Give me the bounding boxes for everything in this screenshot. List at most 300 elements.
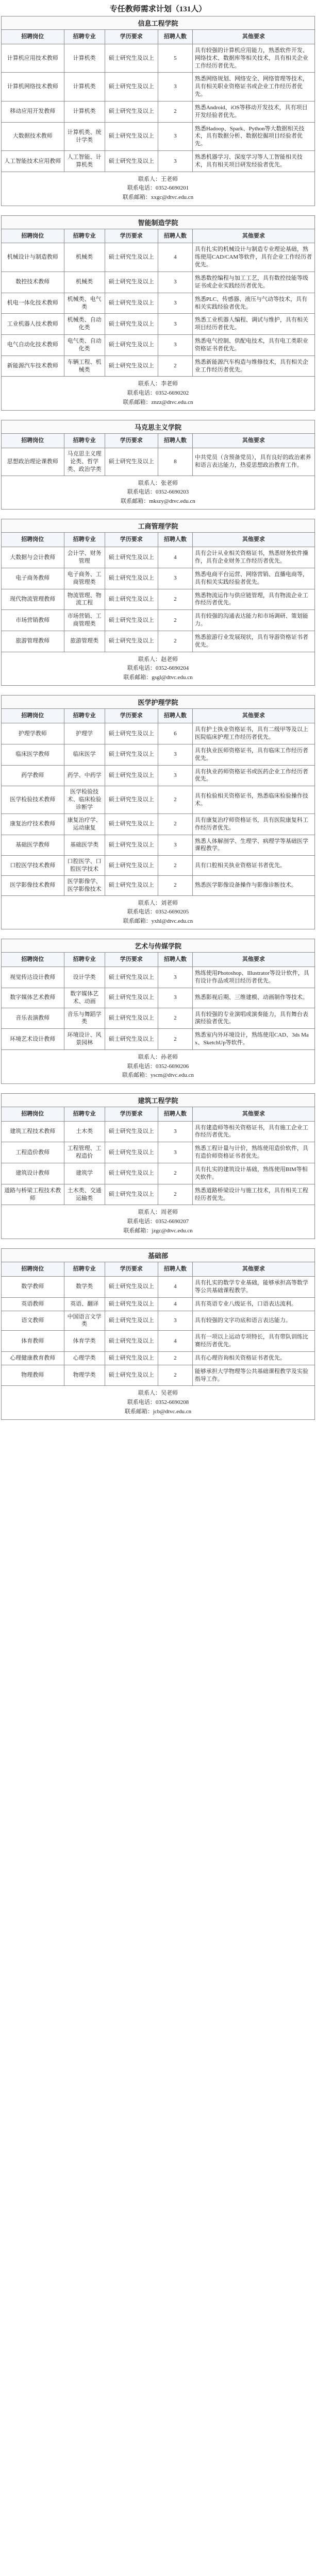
cell-requirements: 熟悉医学影像设备操作与影像诊断技术。 [192, 875, 314, 895]
cell-education: 硕士研究生及以上 [105, 835, 158, 856]
contact-info [1, 652, 315, 686]
cell-education: 硕士研究生及以上 [105, 355, 158, 377]
cell-major: 土木类、交通运输类 [64, 1184, 105, 1205]
cell-count: 2 [158, 1029, 192, 1050]
header-requirements: 其他要求 [192, 434, 314, 448]
contact-phone: 联系电话：0352-6690202 [127, 390, 189, 396]
header-education: 学历要求 [105, 709, 158, 723]
table-row [2, 786, 315, 814]
header-requirements: 其他要求 [192, 1262, 314, 1277]
cell-count: 3 [158, 1311, 192, 1331]
cell-count: 3 [158, 314, 192, 335]
department-section [1, 420, 315, 510]
cell-requirements: 具有扎实的机械设计与制造专业理论基础，熟练使用CAD/CAM等软件，具有企业工作经历者优先。 [192, 243, 314, 272]
cell-count: 2 [158, 814, 192, 835]
header-education: 学历要求 [105, 434, 158, 448]
header-education: 学历要求 [105, 533, 158, 547]
cell-post: 计算机网络技术教师 [2, 73, 64, 101]
table-row [2, 448, 315, 476]
cell-education: 硕士研究生及以上 [105, 765, 158, 786]
cell-count: 2 [158, 1365, 192, 1386]
table-row [2, 1331, 315, 1352]
cell-major: 英语、翻译 [64, 1297, 105, 1311]
cell-requirements: 熟悉电商平台运营、网络营销、直播电商等，具有相关实践经验者优先。 [192, 568, 314, 589]
cell-post: 环境艺术设计教师 [2, 1029, 64, 1050]
header-requirements: 其他要求 [192, 1107, 314, 1121]
cell-major: 医学检验技术、临床检验诊断学 [64, 786, 105, 814]
cell-requirements: 具有较强的文字功底和语言表达能力。 [192, 1311, 314, 1331]
cell-education: 硕士研究生及以上 [105, 1184, 158, 1205]
cell-post: 口腔医学技术教师 [2, 856, 64, 876]
cell-post: 临床医学教师 [2, 744, 64, 765]
table-row [2, 765, 315, 786]
cell-requirements: 熟悉人体解剖学、生理学、病理学等基础医学课程教学。 [192, 835, 314, 856]
cell-major: 马克思主义理论类、哲学类、政治学类 [64, 448, 105, 476]
table-header-row [2, 1262, 315, 1277]
contact-info [1, 1386, 315, 1420]
contact-person: 联系人：刘老师 [138, 900, 178, 906]
header-count: 招聘人数 [158, 953, 192, 967]
cell-post: 机电一体化技术教师 [2, 293, 64, 314]
header-post: 招聘岗位 [2, 30, 64, 44]
table-header-row [2, 953, 315, 967]
cell-requirements: 具有执业药师资格证书或医药企业工作经历者优先。 [192, 765, 314, 786]
department-name: 艺术与传媒学院 [1, 939, 315, 952]
table-header-row [2, 229, 315, 243]
cell-major: 建筑学 [64, 1163, 105, 1184]
cell-major: 音乐与舞蹈学类 [64, 1008, 105, 1029]
cell-post: 大数据与会计教师 [2, 547, 64, 568]
contact-email: 联系邮箱：yscm@dtvc.edu.cn [122, 1072, 194, 1079]
department-name: 基础部 [1, 1248, 315, 1262]
contact-person: 联系人：周老师 [138, 1209, 178, 1216]
cell-requirements: 熟悉室内外环境设计，熟练使用CAD、3ds Max、SketchUp等软件。 [192, 1029, 314, 1050]
table-row [2, 1365, 315, 1386]
cell-post: 移动应用开发教师 [2, 101, 64, 122]
department-section [1, 939, 315, 1083]
cell-education: 硕士研究生及以上 [105, 1008, 158, 1029]
cell-post: 现代物流管理教师 [2, 589, 64, 610]
table-row [2, 967, 315, 988]
cell-post: 工业机器人技术教师 [2, 314, 64, 335]
cell-education: 硕士研究生及以上 [105, 243, 158, 272]
cell-education: 硕士研究生及以上 [105, 631, 158, 652]
cell-count: 3 [158, 744, 192, 765]
cell-count: 3 [158, 1121, 192, 1142]
cell-requirements: 具有一项以上运动专项特长，具有带队训练比赛经历者优先。 [192, 1331, 314, 1352]
header-requirements: 其他要求 [192, 229, 314, 243]
cell-requirements: 熟悉物流运作与供应链管理，具有物流企业工作经历者优先。 [192, 589, 314, 610]
cell-post: 药学教师 [2, 765, 64, 786]
table-row [2, 547, 315, 568]
table-row [2, 355, 315, 377]
cell-major: 电气类、自动化类 [64, 335, 105, 356]
cell-post: 思想政治理论课教师 [2, 448, 64, 476]
cell-major: 计算机类 [64, 44, 105, 73]
cell-post: 医学影像技术教师 [2, 875, 64, 895]
cell-education: 硕士研究生及以上 [105, 293, 158, 314]
department-section [1, 215, 315, 411]
header-requirements: 其他要求 [192, 533, 314, 547]
cell-major: 物理学类 [64, 1365, 105, 1386]
cell-education: 硕士研究生及以上 [105, 1351, 158, 1365]
table-header-row [2, 30, 315, 44]
contact-person: 联系人：赵老师 [138, 656, 178, 663]
contact-person: 联系人：李老师 [138, 381, 178, 387]
header-count: 招聘人数 [158, 709, 192, 723]
recruitment-table [1, 1262, 315, 1386]
cell-requirements: 熟悉工业机器人编程、调试与维护，具有相关项目经历者优先。 [192, 314, 314, 335]
contact-person: 联系人：吴老师 [138, 1390, 178, 1397]
cell-major: 计算机类 [64, 101, 105, 122]
cell-count: 2 [158, 856, 192, 876]
cell-post: 道路与桥梁工程技术教师 [2, 1184, 64, 1205]
header-post: 招聘岗位 [2, 434, 64, 448]
table-row [2, 814, 315, 835]
header-major: 招聘专业 [64, 533, 105, 547]
cell-education: 硕士研究生及以上 [105, 1365, 158, 1386]
cell-requirements: 熟悉电气控制、供配电技术，具有电工类职业资格证书者优先。 [192, 335, 314, 356]
cell-education: 硕士研究生及以上 [105, 151, 158, 172]
cell-education: 硕士研究生及以上 [105, 1276, 158, 1297]
cell-count: 3 [158, 73, 192, 101]
cell-major: 市场营销、工商管理类 [64, 610, 105, 631]
cell-education: 硕士研究生及以上 [105, 875, 158, 895]
cell-requirements: 熟悉旅游行业发展现状，具有导游资格证书者优先。 [192, 631, 314, 652]
header-major: 招聘专业 [64, 1107, 105, 1121]
header-post: 招聘岗位 [2, 953, 64, 967]
header-major: 招聘专业 [64, 434, 105, 448]
contact-phone: 联系电话：0352-6690206 [127, 1063, 189, 1070]
header-education: 学历要求 [105, 1107, 158, 1121]
department-name: 建筑工程学院 [1, 1093, 315, 1107]
cell-post: 大数据技术教师 [2, 122, 64, 151]
cell-requirements: 具有建造师等相关资格证书，具有施工企业工作经历者优先。 [192, 1121, 314, 1142]
cell-post: 数控技术教师 [2, 272, 64, 293]
cell-education: 硕士研究生及以上 [105, 1142, 158, 1163]
contact-email: 联系邮箱：znzz@dtvc.edu.cn [123, 399, 193, 405]
cell-post: 心理健康教育教师 [2, 1351, 64, 1365]
contact-phone: 联系电话：0352-6690205 [127, 909, 189, 916]
contact-info [1, 172, 315, 206]
cell-major: 计算机类 [64, 73, 105, 101]
table-row [2, 272, 315, 293]
recruitment-table [1, 952, 315, 1050]
cell-count: 3 [158, 122, 192, 151]
table-row [2, 1351, 315, 1365]
contact-email: 联系邮箱：jzgc@dtvc.edu.cn [123, 1227, 193, 1234]
header-education: 学历要求 [105, 953, 158, 967]
table-row [2, 1276, 315, 1297]
header-post: 招聘岗位 [2, 709, 64, 723]
table-row [2, 744, 315, 765]
cell-post: 人工智能技术应用教师 [2, 151, 64, 172]
cell-post: 建筑设计教师 [2, 1163, 64, 1184]
cell-requirements: 中共党员（含预备党员），具有良好的政治素养和语言表达能力，热爱思想政治教育工作。 [192, 448, 314, 476]
cell-post: 数字媒体艺术教师 [2, 988, 64, 1008]
table-row [2, 723, 315, 744]
cell-education: 硕士研究生及以上 [105, 1331, 158, 1352]
cell-education: 硕士研究生及以上 [105, 988, 158, 1008]
table-row [2, 610, 315, 631]
cell-count: 3 [158, 293, 192, 314]
header-count: 招聘人数 [158, 1262, 192, 1277]
contact-info [1, 377, 315, 411]
cell-education: 硕士研究生及以上 [105, 101, 158, 122]
cell-education: 硕士研究生及以上 [105, 1029, 158, 1050]
cell-major: 会计学、财务管理 [64, 547, 105, 568]
cell-count: 8 [158, 448, 192, 476]
header-major: 招聘专业 [64, 1262, 105, 1277]
cell-requirements: 熟悉影视后期、三维建模、动画制作等技术。 [192, 988, 314, 1008]
contact-info [1, 476, 315, 510]
header-major: 招聘专业 [64, 709, 105, 723]
cell-count: 3 [158, 1142, 192, 1163]
table-header-row [2, 434, 315, 448]
cell-count: 2 [158, 786, 192, 814]
cell-count: 4 [158, 1331, 192, 1352]
header-count: 招聘人数 [158, 229, 192, 243]
cell-post: 数学教师 [2, 1276, 64, 1297]
recruitment-table [1, 29, 315, 172]
cell-post: 建筑工程技术教师 [2, 1121, 64, 1142]
cell-education: 硕士研究生及以上 [105, 448, 158, 476]
cell-count: 3 [158, 835, 192, 856]
cell-count: 4 [158, 243, 192, 272]
cell-major: 中国语言文学类 [64, 1311, 105, 1331]
cell-count: 2 [158, 1008, 192, 1029]
contact-person: 联系人：孙老师 [138, 1054, 178, 1060]
cell-post: 体育教师 [2, 1331, 64, 1352]
cell-education: 硕士研究生及以上 [105, 610, 158, 631]
cell-count: 3 [158, 967, 192, 988]
cell-major: 车辆工程、机械类 [64, 355, 105, 377]
table-header-row [2, 709, 315, 723]
cell-count: 2 [158, 610, 192, 631]
table-row [2, 1311, 315, 1331]
cell-post: 新能源汽车技术教师 [2, 355, 64, 377]
table-row [2, 589, 315, 610]
cell-post: 物理教师 [2, 1365, 64, 1386]
department-name: 信息工程学院 [1, 16, 315, 29]
header-education: 学历要求 [105, 30, 158, 44]
contact-phone: 联系电话：0352-6690203 [127, 489, 189, 496]
recruitment-table [1, 708, 315, 895]
cell-count: 6 [158, 723, 192, 744]
cell-post: 视觉传达设计教师 [2, 967, 64, 988]
cell-requirements: 熟悉工程计量与计价，熟练使用造价软件，具有造价师资格证书者优先。 [192, 1142, 314, 1163]
cell-education: 硕士研究生及以上 [105, 314, 158, 335]
contact-info [1, 1050, 315, 1084]
contact-info [1, 1205, 315, 1239]
cell-education: 硕士研究生及以上 [105, 814, 158, 835]
cell-count: 2 [158, 355, 192, 377]
table-row [2, 988, 315, 1008]
contact-email: 联系邮箱：jcb@dtvc.edu.cn [124, 1408, 192, 1415]
cell-major: 机械类、自动化类 [64, 314, 105, 335]
cell-education: 硕士研究生及以上 [105, 547, 158, 568]
table-row [2, 73, 315, 101]
cell-major: 物流管理、物流工程 [64, 589, 105, 610]
contact-person: 联系人：张老师 [138, 480, 178, 486]
cell-education: 硕士研究生及以上 [105, 1297, 158, 1311]
cell-requirements: 熟悉网络规划、网络安全、网络管理等技术，具有相关职业资格证书或企业工作经历者优先。 [192, 73, 314, 101]
header-major: 招聘专业 [64, 229, 105, 243]
cell-count: 3 [158, 335, 192, 356]
cell-education: 硕士研究生及以上 [105, 723, 158, 744]
cell-education: 硕士研究生及以上 [105, 122, 158, 151]
header-major: 招聘专业 [64, 953, 105, 967]
department-section [1, 695, 315, 929]
cell-post: 康复治疗技术教师 [2, 814, 64, 835]
cell-education: 硕士研究生及以上 [105, 272, 158, 293]
cell-education: 硕士研究生及以上 [105, 1311, 158, 1331]
cell-major: 机械类 [64, 243, 105, 272]
cell-requirements: 具有较强的计算机应用能力，熟悉软件开发、网络技术、数据库等相关技术，具有相关企业工作经历者优先。 [192, 44, 314, 73]
cell-requirements: 具有检验相关资格证书，熟悉临床检验操作技术。 [192, 786, 314, 814]
table-row [2, 1142, 315, 1163]
cell-major: 设计学类 [64, 967, 105, 988]
table-row [2, 1008, 315, 1029]
cell-count: 2 [158, 589, 192, 610]
header-post: 招聘岗位 [2, 1262, 64, 1277]
cell-major: 工程管理、工程造价 [64, 1142, 105, 1163]
cell-requirements: 熟悉新能源汽车构造与维修技术，具有相关企业工作经历者优先。 [192, 355, 314, 377]
table-row [2, 568, 315, 589]
header-count: 招聘人数 [158, 1107, 192, 1121]
table-row [2, 335, 315, 356]
cell-major: 人工智能、计算机类 [64, 151, 105, 172]
cell-count: 3 [158, 568, 192, 589]
cell-count: 2 [158, 875, 192, 895]
cell-requirements: 熟悉数控编程与加工工艺，具有数控技能等级证书或企业实践经历者优先。 [192, 272, 314, 293]
cell-major: 体育学类 [64, 1331, 105, 1352]
table-row [2, 122, 315, 151]
cell-major: 电子商务、工商管理类 [64, 568, 105, 589]
table-row [2, 631, 315, 652]
cell-major: 药学、中药学 [64, 765, 105, 786]
department-section [1, 16, 315, 206]
header-count: 招聘人数 [158, 30, 192, 44]
table-row [2, 1121, 315, 1142]
cell-requirements: 具有扎实的数学专业基础，能够承担高等数学等公共基础课程教学。 [192, 1276, 314, 1297]
cell-post: 工程造价教师 [2, 1142, 64, 1163]
cell-post: 医学检验技术教师 [2, 786, 64, 814]
cell-post: 计算机应用技术教师 [2, 44, 64, 73]
cell-major: 数学类 [64, 1276, 105, 1297]
recruitment-table [1, 433, 315, 476]
cell-count: 3 [158, 765, 192, 786]
cell-requirements: 具有口腔相关执业资格证书者优先。 [192, 856, 314, 876]
header-count: 招聘人数 [158, 533, 192, 547]
table-row [2, 875, 315, 895]
contact-phone: 联系电话：0352-6690208 [127, 1399, 189, 1405]
cell-count: 3 [158, 272, 192, 293]
cell-count: 5 [158, 44, 192, 73]
cell-major: 临床医学 [64, 744, 105, 765]
cell-requirements: 熟悉Android、iOS等移动开发技术，具有项目开发经验者优先。 [192, 101, 314, 122]
cell-post: 机械设计与制造教师 [2, 243, 64, 272]
table-row [2, 314, 315, 335]
department-name: 马克思主义学院 [1, 420, 315, 433]
cell-requirements: 能够承担大学物理等公共基础课程教学及实验指导工作。 [192, 1365, 314, 1386]
cell-post: 英语教师 [2, 1297, 64, 1311]
cell-post: 电气自动化技术教师 [2, 335, 64, 356]
department-name: 医学护理学院 [1, 695, 315, 708]
cell-post: 市场营销教师 [2, 610, 64, 631]
cell-major: 心理学类 [64, 1351, 105, 1365]
cell-major: 数字媒体艺术、动画 [64, 988, 105, 1008]
cell-requirements: 熟悉机器学习、深度学习等人工智能相关技术，具有相关项目研发经验者优先。 [192, 151, 314, 172]
recruitment-table [1, 1107, 315, 1206]
cell-major: 护理学 [64, 723, 105, 744]
cell-major: 环境设计、风景园林 [64, 1029, 105, 1050]
cell-requirements: 具有康复治疗师资格证书，具有医院康复科工作经历者优先。 [192, 814, 314, 835]
cell-count: 3 [158, 988, 192, 1008]
recruitment-table [1, 229, 315, 377]
contact-email: 联系邮箱：yxhl@dtvc.edu.cn [123, 918, 193, 924]
department-section [1, 1093, 315, 1239]
cell-education: 硕士研究生及以上 [105, 786, 158, 814]
cell-education: 硕士研究生及以上 [105, 967, 158, 988]
cell-education: 硕士研究生及以上 [105, 1163, 158, 1184]
header-post: 招聘岗位 [2, 1107, 64, 1121]
department-name: 智能制造学院 [1, 215, 315, 229]
cell-major: 土木类 [64, 1121, 105, 1142]
cell-count: 2 [158, 1351, 192, 1365]
cell-requirements: 具有执业医师资格证书，具有临床工作经历者优先。 [192, 744, 314, 765]
cell-major: 机械类、电气类 [64, 293, 105, 314]
cell-post: 音乐表演教师 [2, 1008, 64, 1029]
cell-count: 4 [158, 1276, 192, 1297]
cell-requirements: 具有心理咨询相关资格证书者优先。 [192, 1351, 314, 1365]
cell-requirements: 具有护士执业资格证书，具有二级甲等及以上医院临床护理工作经历者优先。 [192, 723, 314, 744]
cell-requirements: 熟悉Hadoop、Spark、Python等大数据相关技术，具有数据分析、数据挖掘项目经验者优先。 [192, 122, 314, 151]
cell-major: 计算机类、统计学类 [64, 122, 105, 151]
contact-phone: 联系电话：0352-6690204 [127, 665, 189, 672]
cell-count: 2 [158, 631, 192, 652]
table-row [2, 151, 315, 172]
cell-requirements: 熟悉道路桥梁设计与施工技术，具有相关工程经历者优先。 [192, 1184, 314, 1205]
header-post: 招聘岗位 [2, 229, 64, 243]
cell-requirements: 具有较强的沟通表达能力和市场调研、策划能力。 [192, 610, 314, 631]
department-section [1, 1248, 315, 1420]
table-row [2, 1029, 315, 1050]
cell-major: 医学影像学、医学影像技术 [64, 875, 105, 895]
cell-post: 基础医学教师 [2, 835, 64, 856]
contact-email: 联系邮箱：xxgc@dtvc.edu.cn [122, 194, 194, 200]
department-section [1, 519, 315, 686]
cell-education: 硕士研究生及以上 [105, 73, 158, 101]
table-row [2, 1163, 315, 1184]
cell-education: 硕士研究生及以上 [105, 568, 158, 589]
cell-count: 2 [158, 101, 192, 122]
contact-phone: 联系电话：0352-6690207 [127, 1218, 189, 1225]
table-row [2, 835, 315, 856]
cell-requirements: 熟练使用Photoshop、Illustrator等设计软件，具有设计作品或项目经历者优先。 [192, 967, 314, 988]
cell-education: 硕士研究生及以上 [105, 744, 158, 765]
cell-education: 硕士研究生及以上 [105, 589, 158, 610]
cell-post: 语文教师 [2, 1311, 64, 1331]
table-row [2, 293, 315, 314]
cell-major: 旅游管理类 [64, 631, 105, 652]
cell-requirements: 具有扎实的建筑设计基础，熟练使用BIM等相关软件。 [192, 1163, 314, 1184]
contact-email: 联系邮箱：gsgl@dtvc.edu.cn [123, 674, 193, 681]
cell-requirements: 具有会计从业相关资格证书，熟悉财务软件操作，具有企业财务工作经历者优先。 [192, 547, 314, 568]
cell-education: 硕士研究生及以上 [105, 44, 158, 73]
table-row [2, 856, 315, 876]
contact-info [1, 896, 315, 930]
